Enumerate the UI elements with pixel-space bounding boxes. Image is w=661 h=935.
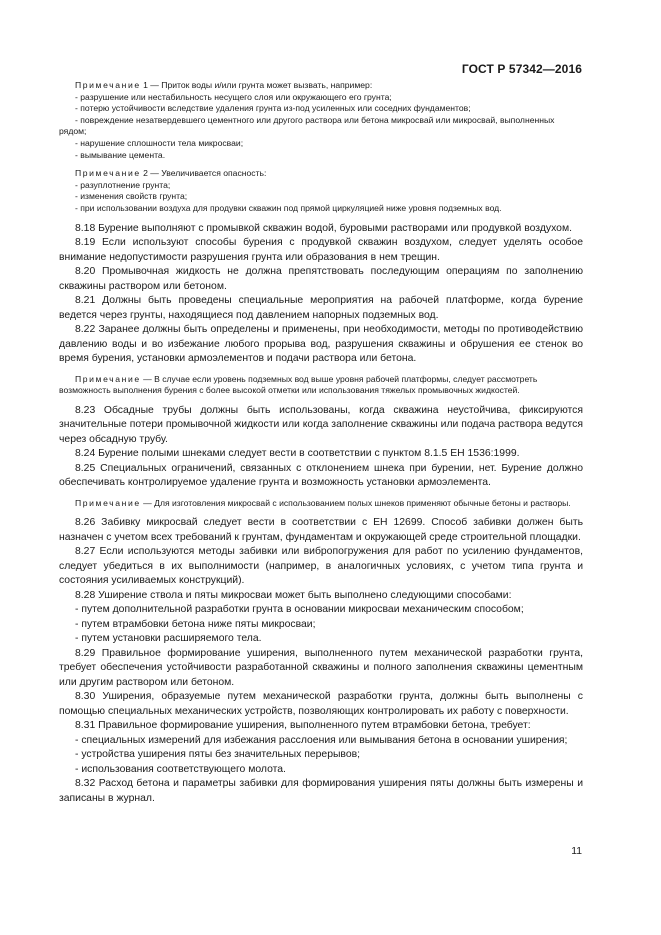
list-item: - устройства уширения пяты без значительных перерывов; [75, 749, 361, 761]
clause-8-23: 8.23 Обсадные трубы должны быть использованы, когда скважина неустойчива, фиксируются значительные потери промывочной жидкости или когда заполнение скважины или подача раствора ведутся через обсадную трубу. [59, 404, 583, 445]
clause-8-22: 8.22 Заранее должны быть определены и применены, при необходимости, методы по противодействию давлению воды и во избежание любого прорыва вод, разрушения скважины и обрушения ее стенок во время бурения, установки армоэлементов и подачи раствора или бетона. [59, 324, 583, 365]
document-header: ГОСТ Р 57342—2016 [461, 62, 582, 76]
clause-8-24: 8.24 Бурение полыми шнеками следует вести в соответствии с пунктом 8.1.5 ЕН 1536:1999. [75, 448, 520, 460]
note-2-item: - изменения свойств грунта; [75, 191, 188, 202]
note-1-item: - вымывание цемента. [75, 149, 166, 160]
clause-8-29: 8.29 Правильное формирование уширения, выполненного путем механической разработки грунта, требует обеспечения устойчивости разработанной скважины и полного заполнения скважины цементным или другим раствором или бетоном. [59, 647, 583, 688]
note-1-heading [59, 80, 583, 92]
note-3-text: Примечание — В случае если уровень подземных вод выше уровня рабочей платформы, следует рассмотреть возможность выполнения бурения с более высокой отметки или использования тяжелых промывочных жидкостей. [59, 373, 538, 396]
clause-8-30: 8.30 Уширения, образуемые путем механической разработки грунта, должны быть выполнены с помощью специальных механических устройств, позволяющих контролировать их работу с поверхности. [59, 691, 583, 717]
note-label: Примечание [75, 373, 141, 384]
list-item: - путем установки расширяемого тела. [75, 633, 262, 645]
list-item: - путем втрамбовки бетона ниже пяты микросваи; [75, 618, 316, 630]
note-label: Примечание [75, 497, 141, 508]
clauses-8-18-to-8-22 [59, 222, 583, 367]
note-3 [59, 374, 583, 397]
note-2-item: - при использовании воздуха для продувки скважин под прямой циркуляцией ниже уровня подземных вод. [75, 202, 502, 213]
clauses-8-23-to-8-25 [59, 404, 583, 491]
list-item: - путем дополнительной разработки грунта в основании микросваи механическим способом; [75, 604, 524, 616]
note-1-item: - разрушение или нестабильность несущего слоя или окружающего его грунта; [75, 91, 392, 102]
clause-8-27: 8.27 Если используются методы забивки или вибропогружения для работ по усилению фундаментов, следует убедиться в их выполнимости (например, в аналогичных условиях, с учетом типа грунта и состояния усиливаемых конструкций). [59, 546, 583, 587]
clause-8-32: 8.32 Расход бетона и параметры забивки для формирования уширения пяты должны быть измерены и записаны в журнал. [59, 778, 583, 804]
note-1-item: - повреждение незатвердевшего цементного или другого раствора или бетона микросвай или микросвай, выполненных рядом; [59, 114, 555, 137]
note-1 [59, 80, 583, 161]
clause-8-28: 8.28 Уширение ствола и пяты микросваи может быть выполнено следующими способами: [75, 589, 512, 601]
note-label: Примечание [75, 168, 141, 179]
clause-8-26: 8.26 Забивку микросвай следует вести в соответствии с ЕН 12699. Способ забивки должен быть назначен с учетом всех требований к грунтам, фундаментам и окружающей среде строительной площадки. [59, 517, 583, 543]
note-label: Примечание [75, 80, 141, 90]
note-1-text: 1 — Приток воды и/или грунта может вызвать, например: [140, 80, 373, 90]
clause-8-18: 8.18 Бурение выполняют с промывкой скважин водой, буровыми растворами или продувкой воздухом. [75, 222, 572, 234]
note-1-item: - нарушение сплошности тела микросваи; [75, 137, 244, 148]
note-2-text: 2 — Увеличивается опасность: [140, 168, 267, 179]
clause-8-20: 8.20 Промывочная жидкость не должна препятствовать последующим операциям по заполнению скважины раствором или бетоном. [59, 266, 583, 292]
clause-8-31: 8.31 Правильное формирование уширения, выполненного путем втрамбовки бетона, требует: [75, 720, 531, 732]
note-2-heading [59, 168, 583, 180]
list-item: - специальных измерений для избежания расслоения или вымывания бетона в основании уширения; [75, 734, 568, 746]
page-number: 11 [571, 846, 582, 857]
list-item: - использования соответствующего молота. [75, 763, 286, 775]
note-2 [59, 168, 583, 214]
clause-8-21: 8.21 Должны быть проведены специальные мероприятия на рабочей платформе, когда бурение ведется через грунты, находящиеся под давлением напорных подземных вод. [59, 295, 583, 321]
note-1-item: - потерю устойчивости вследствие удаления грунта из-под усиленных или соседних фундаментов; [75, 103, 471, 114]
note-2-item: - разуплотнение грунта; [75, 179, 171, 190]
note-4-text: Примечание — Для изготовления микросвай с использованием полых шнеков применяют обычные бетоны и растворы. [75, 497, 571, 508]
clauses-8-26-to-8-32 [59, 516, 583, 806]
clause-8-25: 8.25 Специальных ограничений, связанных с отклонением шнека при бурении, нет. Бурение должно обеспечивать контролируемое удаление грунта и возможность установки армоэлемента. [59, 462, 583, 489]
page-content [59, 80, 583, 806]
clause-8-19: 8.19 Если используют способы бурения с продувкой скважин воздухом, следует уделять особое внимание недопустимости разрушения грунта или образования в нем трещин. [59, 237, 583, 263]
note-4 [59, 498, 583, 510]
